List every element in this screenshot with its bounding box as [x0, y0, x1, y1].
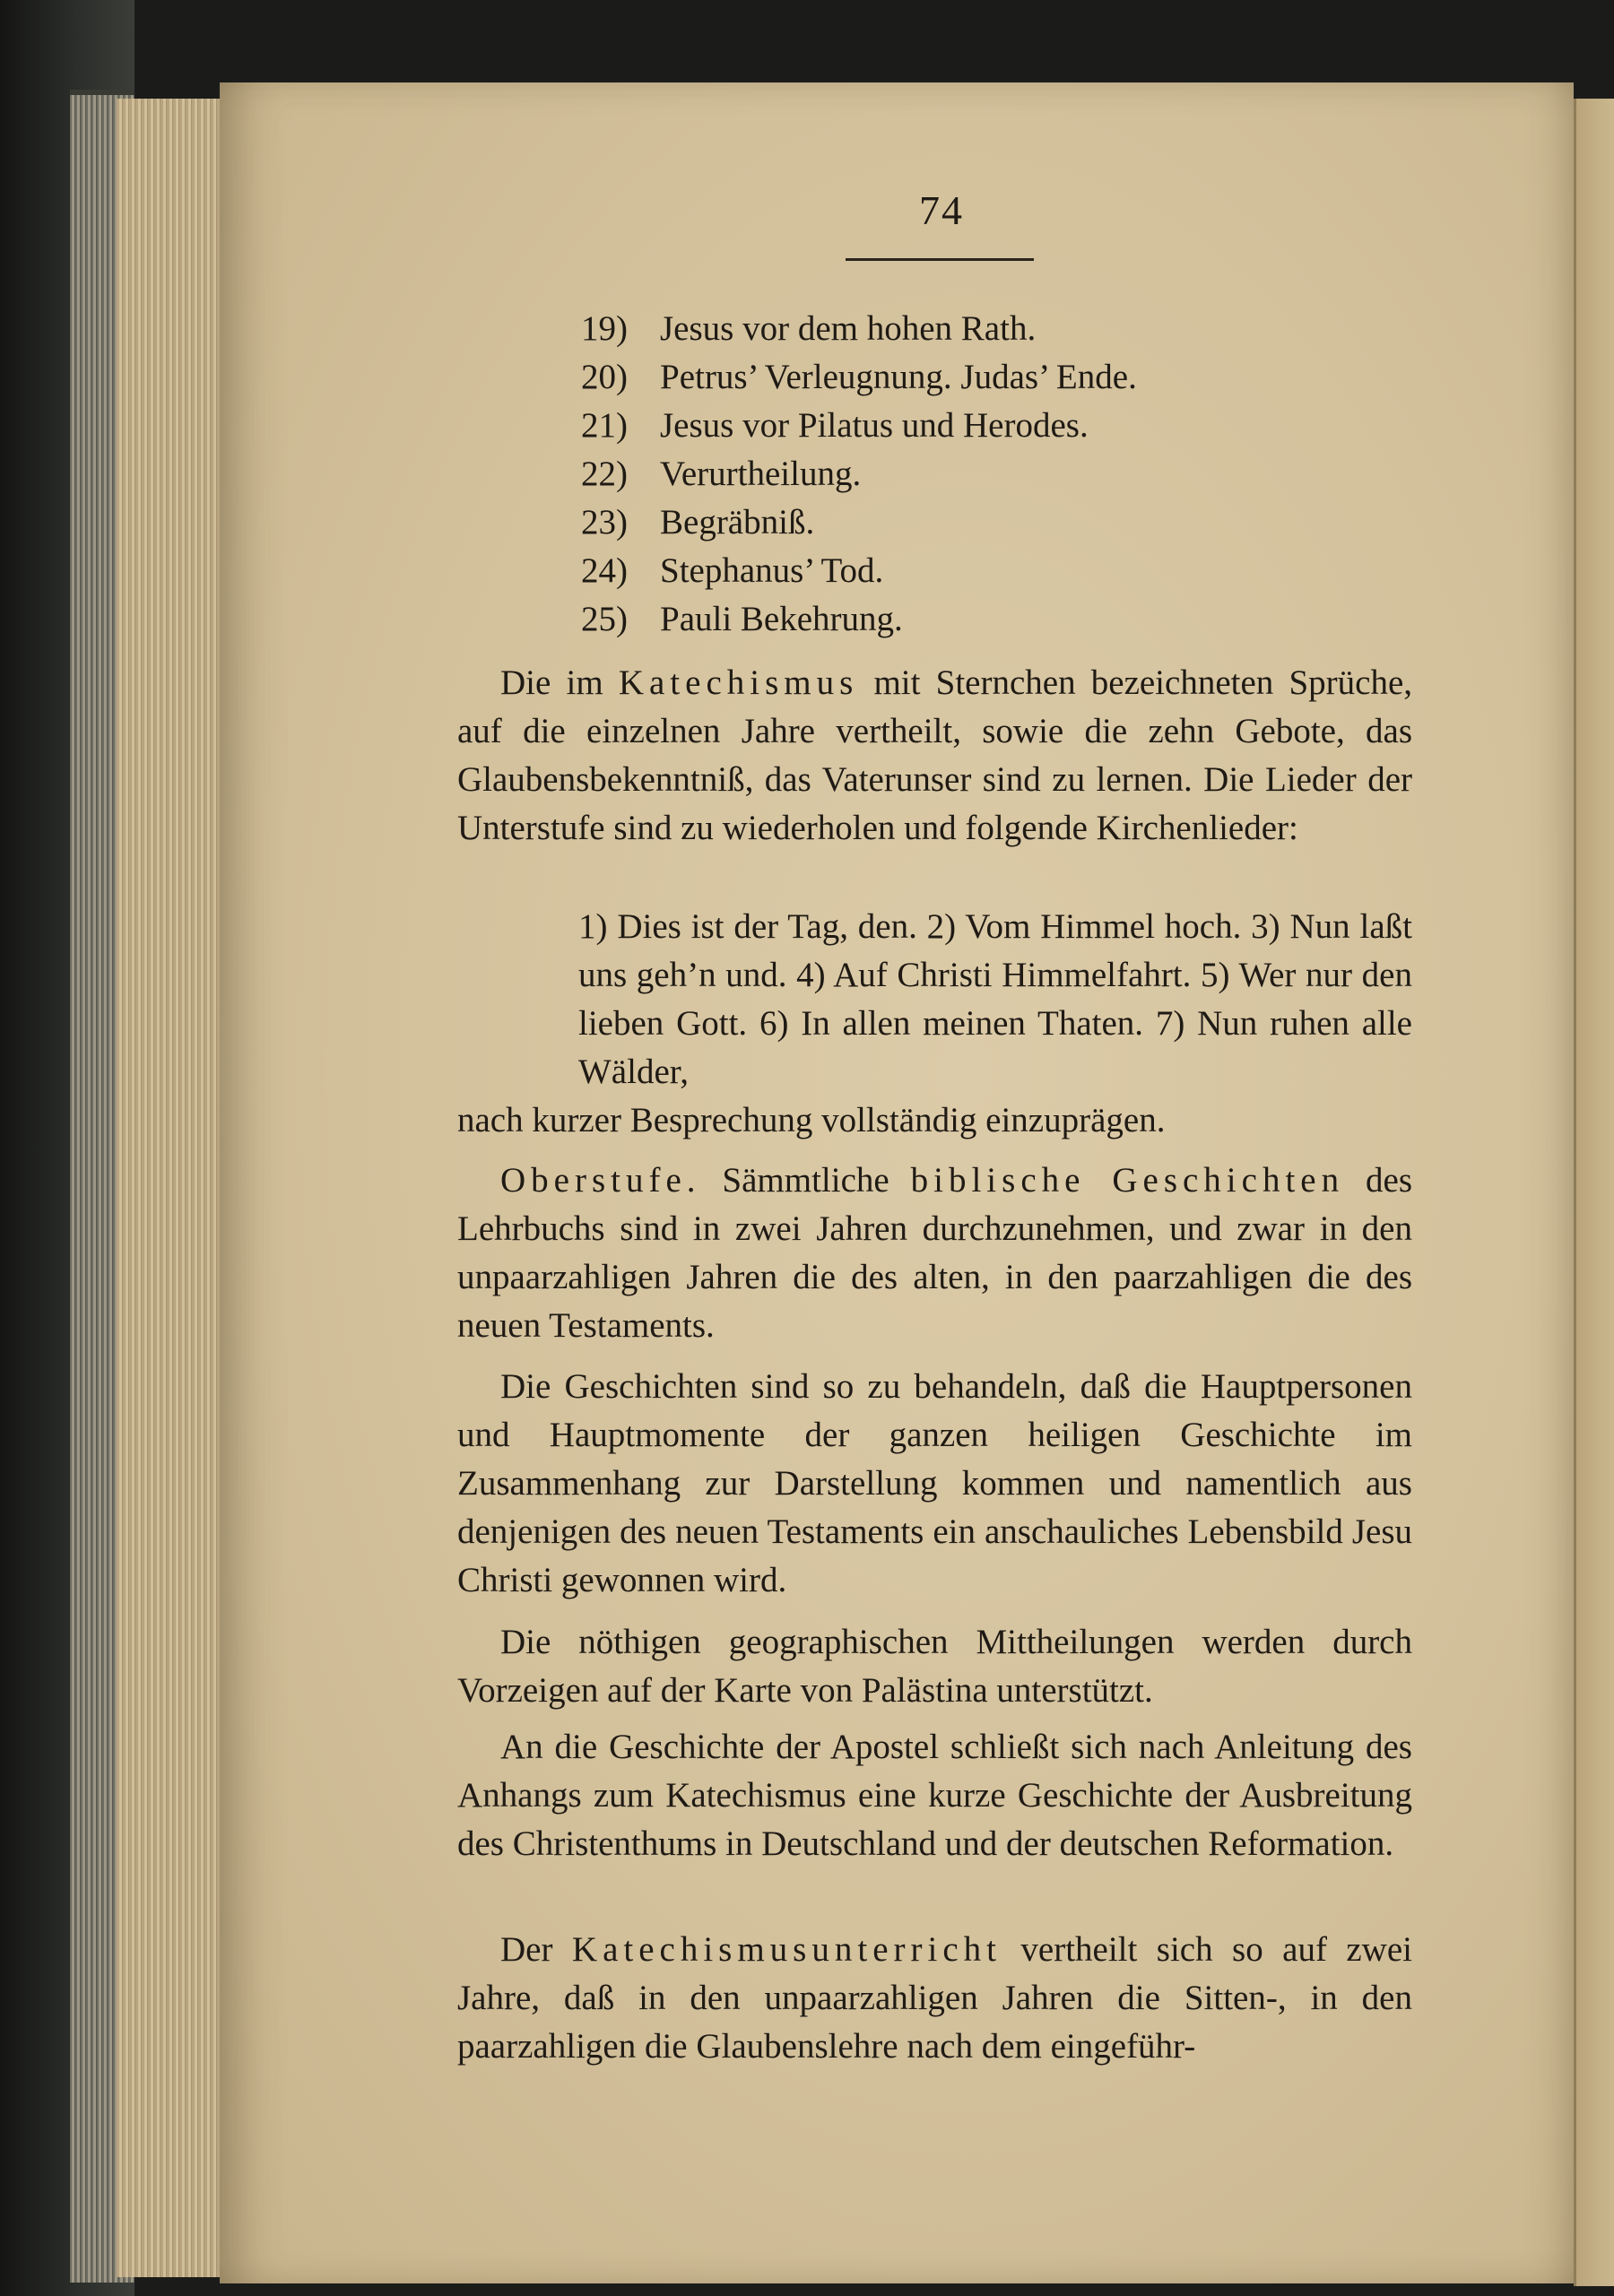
para6-spaced: Katechismusunterricht	[571, 1930, 1002, 1969]
list-item	[581, 595, 1388, 644]
paragraph-apostel	[457, 1723, 1412, 1868]
list-item-text: Jesus vor Pilatus und Herodes.	[660, 406, 1089, 445]
paragraph-geographie	[457, 1618, 1412, 1715]
list-item-text: Jesus vor dem hohen Rath.	[660, 309, 1037, 348]
hymn-list	[457, 903, 1412, 1145]
lesson-list	[581, 305, 1388, 644]
paragraph-katechismusunterricht	[457, 1926, 1412, 2071]
para2-rest: des Lehrbuchs sind in zwei Jahren durchzunehmen, und zwar in den unpaarzahligen Jahren die des alten, in den paarzahligen die des neuen Testaments.	[457, 1161, 1412, 1345]
list-item-number: 25)	[581, 600, 628, 638]
list-item-number: 19)	[581, 309, 628, 348]
hymn-list-tail: nach kurzer Besprechung vollständig einzuprägen.	[457, 1101, 1166, 1139]
list-item-text: Stephanus’ Tod.	[660, 551, 884, 590]
list-item-text: Verurtheilung.	[660, 455, 862, 493]
para3-text: Die Geschichten sind so zu behandeln, daß die Hauptpersonen und Hauptmomente der ganzen heiligen Geschichte im Zusammenhang zur Darstellung kommen und namentlich aus denjenigen des neuen Testaments ein anschauliches Lebensbild Jesu Christi gewonnen wird.	[457, 1367, 1412, 1599]
next-page-edge	[1574, 99, 1614, 2286]
list-item	[581, 547, 1388, 595]
paragraph-catechism	[457, 659, 1412, 853]
list-item	[581, 450, 1388, 498]
page-number: 74	[919, 187, 964, 233]
list-item-number: 22)	[581, 455, 628, 493]
list-item-number: 24)	[581, 551, 628, 590]
list-item	[581, 498, 1388, 547]
paragraph-oberstufe	[457, 1157, 1412, 1350]
page-stack	[117, 99, 233, 2277]
para4-text: Die nöthigen geographischen Mittheilungen werden durch Vorzeigen auf der Karte von Palästina unterstützt.	[457, 1623, 1412, 1710]
page-number-rule	[846, 258, 1034, 261]
list-item-number: 23)	[581, 503, 628, 542]
list-item-number: 21)	[581, 406, 628, 445]
list-item	[581, 353, 1388, 402]
list-item-text: Begräbniß.	[660, 503, 815, 542]
list-item-text: Petrus’ Verleugnung. Judas’ Ende.	[660, 358, 1137, 396]
list-item	[581, 402, 1388, 450]
para6-rest: vertheilt sich so auf zwei Jahre, daß in den unpaarzahligen Jahren die Sitten-, in den paarzahligen die Glaubenslehre nach dem eingeführ-	[457, 1930, 1412, 2066]
para6-lead: Der	[500, 1930, 572, 1969]
para2-spaced-lead: Oberstufe.	[500, 1161, 701, 1200]
para5-text: An die Geschichte der Apostel schließt sich nach Anleitung des Anhangs zum Katechismus eine kurze Geschichte der Ausbreitung des Christenthums in Deutschland und der deutschen Reformation.	[457, 1728, 1412, 1863]
list-item	[581, 305, 1388, 353]
list-item-number: 20)	[581, 358, 628, 396]
para1-lead: Die im	[500, 663, 619, 702]
para2-mid: Sämmtliche	[700, 1161, 911, 1200]
list-item-text: Pauli Bekehrung.	[660, 600, 903, 638]
para1-spaced: Katechismus	[618, 663, 859, 702]
paragraph-geschichten	[457, 1363, 1412, 1605]
hymn-list-text: 1) Dies ist der Tag, den. 2) Vom Himmel hoch. 3) Nun laßt uns geh’n und. 4) Auf Christi Himmelfahrt. 5) Wer nur den lieben Gott. 6) In allen meinen Thaten. 7) Nun ruhen alle Wälder,	[578, 907, 1412, 1091]
para1-rest: mit Sternchen bezeichneten Sprüche, auf die einzelnen Jahre vertheilt, sowie die zehn Gebote, das Glaubensbekenntniß, das Vaterunser sind zu lernen. Die Lieder der Unterstufe sind zu wiederholen und folgende Kirchenlieder:	[457, 663, 1413, 847]
para2-spaced-mid: biblische Geschichten	[910, 1161, 1345, 1200]
